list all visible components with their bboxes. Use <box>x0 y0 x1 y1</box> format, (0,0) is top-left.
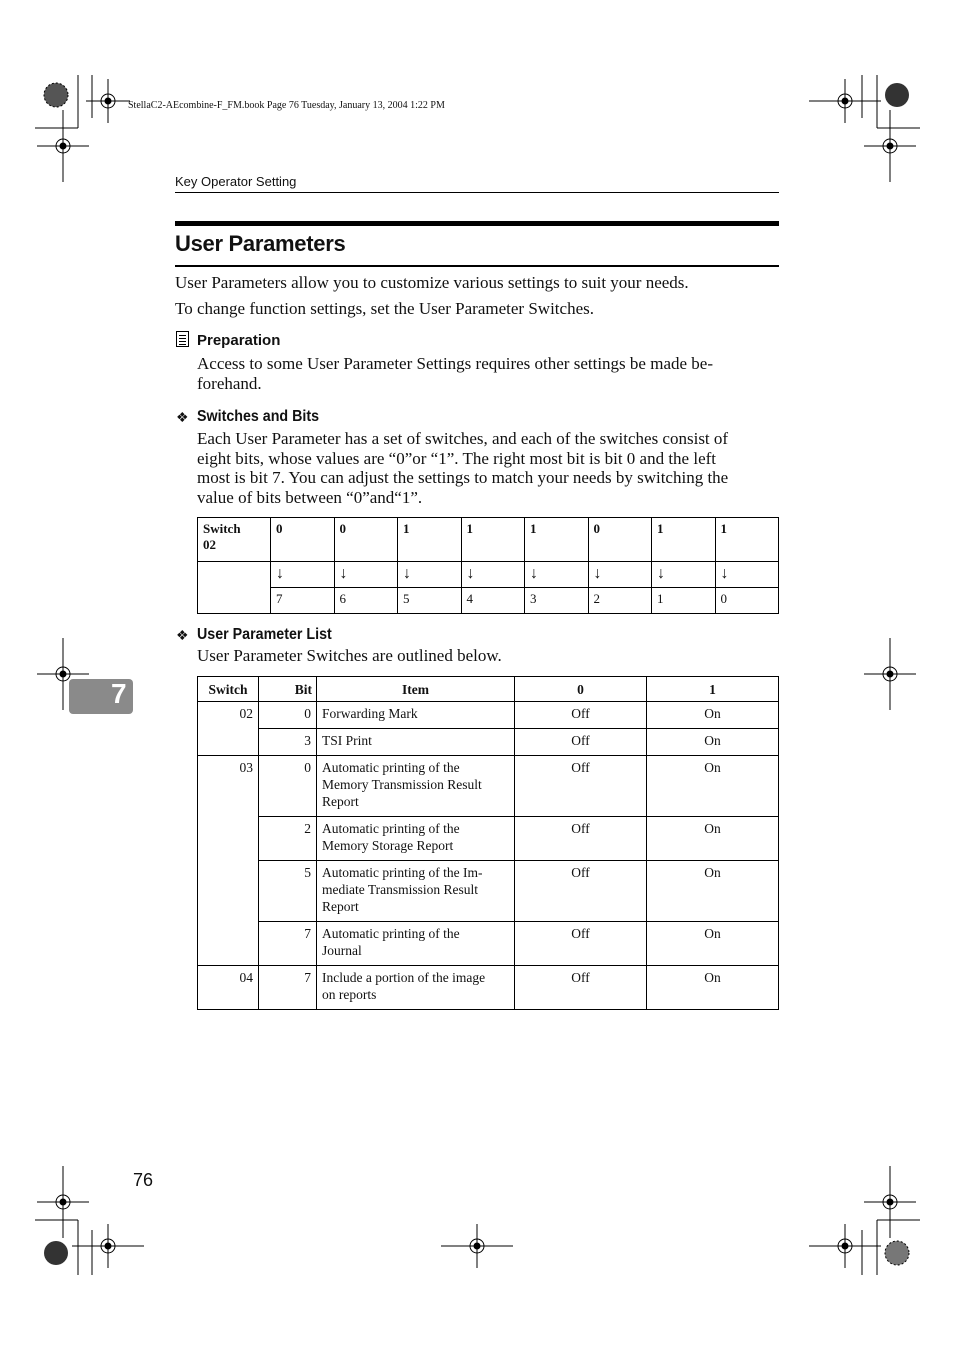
down-arrow-icon: ↓ <box>715 562 779 588</box>
table-row <box>198 861 779 922</box>
item-cell <box>317 861 515 922</box>
bit-cell: 7 <box>259 922 317 966</box>
down-arrow-icon: ↓ <box>334 562 398 588</box>
item-cell <box>317 702 515 729</box>
switches-section-title: Switches and Bits <box>197 408 320 425</box>
bit-cell: 0 <box>259 756 317 817</box>
switch-cell: 04 <box>198 966 259 1010</box>
column-header-item: Item <box>317 677 515 702</box>
column-header-bit: Bit <box>259 677 317 702</box>
chapter-number: 7 <box>111 678 127 709</box>
user-parameter-table <box>197 676 779 1010</box>
value-1-cell: On <box>647 729 779 756</box>
item-cell <box>317 756 515 817</box>
switches-line: most is bit 7. You can adjust the settings to match your needs by switching the <box>197 468 729 487</box>
diamond-bullet-icon: ❖ <box>176 629 189 644</box>
empty-cell <box>198 562 271 614</box>
table-row <box>198 729 779 756</box>
table-row <box>198 922 779 966</box>
title-top-rule <box>175 221 779 226</box>
switch-label-cell <box>198 518 271 562</box>
item-line: Journal <box>322 943 362 958</box>
item-line: TSI Print <box>322 733 372 748</box>
intro-paragraph-2: To change function settings, set the User Parameter Switches. <box>175 299 594 318</box>
down-arrow-icon: ↓ <box>652 562 716 588</box>
item-line: Automatic printing of the Im- <box>322 865 483 880</box>
item-line: Automatic printing of the <box>322 926 460 941</box>
bit-value-cell: 0 <box>334 518 398 562</box>
bit-cell: 0 <box>259 702 317 729</box>
table-row <box>198 817 779 861</box>
table-header-row <box>198 677 779 702</box>
title-bottom-rule <box>175 265 779 267</box>
bit-value-cell: 1 <box>398 518 462 562</box>
preparation-line: forehand. <box>197 373 262 393</box>
item-line: Automatic printing of the <box>322 760 460 775</box>
bit-cell: 3 <box>259 729 317 756</box>
switches-line: value of bits between “0”and“1”. <box>197 487 423 507</box>
value-1-cell: On <box>647 861 779 922</box>
down-arrow-icon: ↓ <box>525 562 589 588</box>
preparation-text <box>197 354 779 393</box>
bit-number-cell: 7 <box>271 588 335 614</box>
switch-cell: 02 <box>198 702 259 756</box>
intro-paragraph-1: User Parameters allow you to customize various settings to suit your needs. <box>175 273 689 292</box>
value-1-cell: On <box>647 922 779 966</box>
switches-line: Each User Parameter has a set of switches, and each of the switches consist of <box>197 429 729 448</box>
bit-cell: 7 <box>259 966 317 1010</box>
bit-number-cell: 2 <box>588 588 652 614</box>
item-line: mediate Transmission Result <box>322 882 479 897</box>
column-header-0: 0 <box>515 677 647 702</box>
item-line: Memory Storage Report <box>322 838 454 853</box>
table-row <box>198 756 779 817</box>
bit-value-cell: 1 <box>652 518 716 562</box>
item-cell <box>317 922 515 966</box>
value-1-cell: On <box>647 817 779 861</box>
list-section-text: User Parameter Switches are outlined below. <box>197 646 502 665</box>
page-title: User Parameters <box>175 231 346 256</box>
switch-label: Switch <box>203 521 241 536</box>
header-divider <box>175 192 779 193</box>
item-line: on reports <box>322 987 377 1002</box>
down-arrow-icon: ↓ <box>461 562 525 588</box>
bit-value-cell: 1 <box>525 518 589 562</box>
value-0-cell: Off <box>515 861 647 922</box>
column-header-1: 1 <box>647 677 779 702</box>
value-0-cell: Off <box>515 729 647 756</box>
table-body <box>198 702 779 1010</box>
value-1-cell: On <box>647 756 779 817</box>
value-0-cell: Off <box>515 702 647 729</box>
value-0-cell: Off <box>515 817 647 861</box>
preparation-line: Access to some User Parameter Settings requires other settings be made be- <box>197 354 713 373</box>
bit-number-cell: 6 <box>334 588 398 614</box>
bit-value-cell: 0 <box>271 518 335 562</box>
down-arrow-icon: ↓ <box>398 562 462 588</box>
bit-number-cell: 3 <box>525 588 589 614</box>
table-row <box>198 966 779 1010</box>
item-cell <box>317 729 515 756</box>
notepad-icon <box>176 331 189 347</box>
running-head: Key Operator Setting <box>175 174 297 189</box>
bit-value-cell: 1 <box>715 518 779 562</box>
item-line: Automatic printing of the <box>322 821 460 836</box>
bits-table <box>197 517 779 614</box>
bit-number-cell: 4 <box>461 588 525 614</box>
table-row <box>198 702 779 729</box>
bit-cell: 2 <box>259 817 317 861</box>
value-0-cell: Off <box>515 756 647 817</box>
bit-number-cell: 0 <box>715 588 779 614</box>
switches-section-text <box>197 429 779 507</box>
bit-number-cell: 5 <box>398 588 462 614</box>
value-0-cell: Off <box>515 966 647 1010</box>
page-number: 76 <box>133 1170 154 1190</box>
list-section-title: User Parameter List <box>197 626 332 643</box>
bit-value-cell: 0 <box>588 518 652 562</box>
down-arrow-icon: ↓ <box>271 562 335 588</box>
switch-cell: 03 <box>198 756 259 966</box>
bit-cell: 5 <box>259 861 317 922</box>
item-line: Include a portion of the image <box>322 970 486 985</box>
value-0-cell: Off <box>515 922 647 966</box>
print-info: StellaC2-AEcombine-F_FM.book Page 76 Tuesday, January 13, 2004 1:22 PM <box>128 100 445 111</box>
item-line: Report <box>322 899 359 914</box>
item-line: Report <box>322 794 359 809</box>
item-line: Memory Transmission Result <box>322 777 482 792</box>
switches-line: eight bits, whose values are “0”or “1”. The right most bit is bit 0 and the left <box>197 448 717 468</box>
item-line: Forwarding Mark <box>322 706 418 721</box>
switch-number: 02 <box>203 537 216 552</box>
value-1-cell: On <box>647 966 779 1010</box>
item-cell <box>317 817 515 861</box>
value-1-cell: On <box>647 702 779 729</box>
column-header-switch: Switch <box>198 677 259 702</box>
bit-number-cell: 1 <box>652 588 716 614</box>
bit-value-cell: 1 <box>461 518 525 562</box>
diamond-bullet-icon: ❖ <box>176 411 189 426</box>
down-arrow-icon: ↓ <box>588 562 652 588</box>
preparation-title: Preparation <box>197 332 281 349</box>
item-cell <box>317 966 515 1010</box>
